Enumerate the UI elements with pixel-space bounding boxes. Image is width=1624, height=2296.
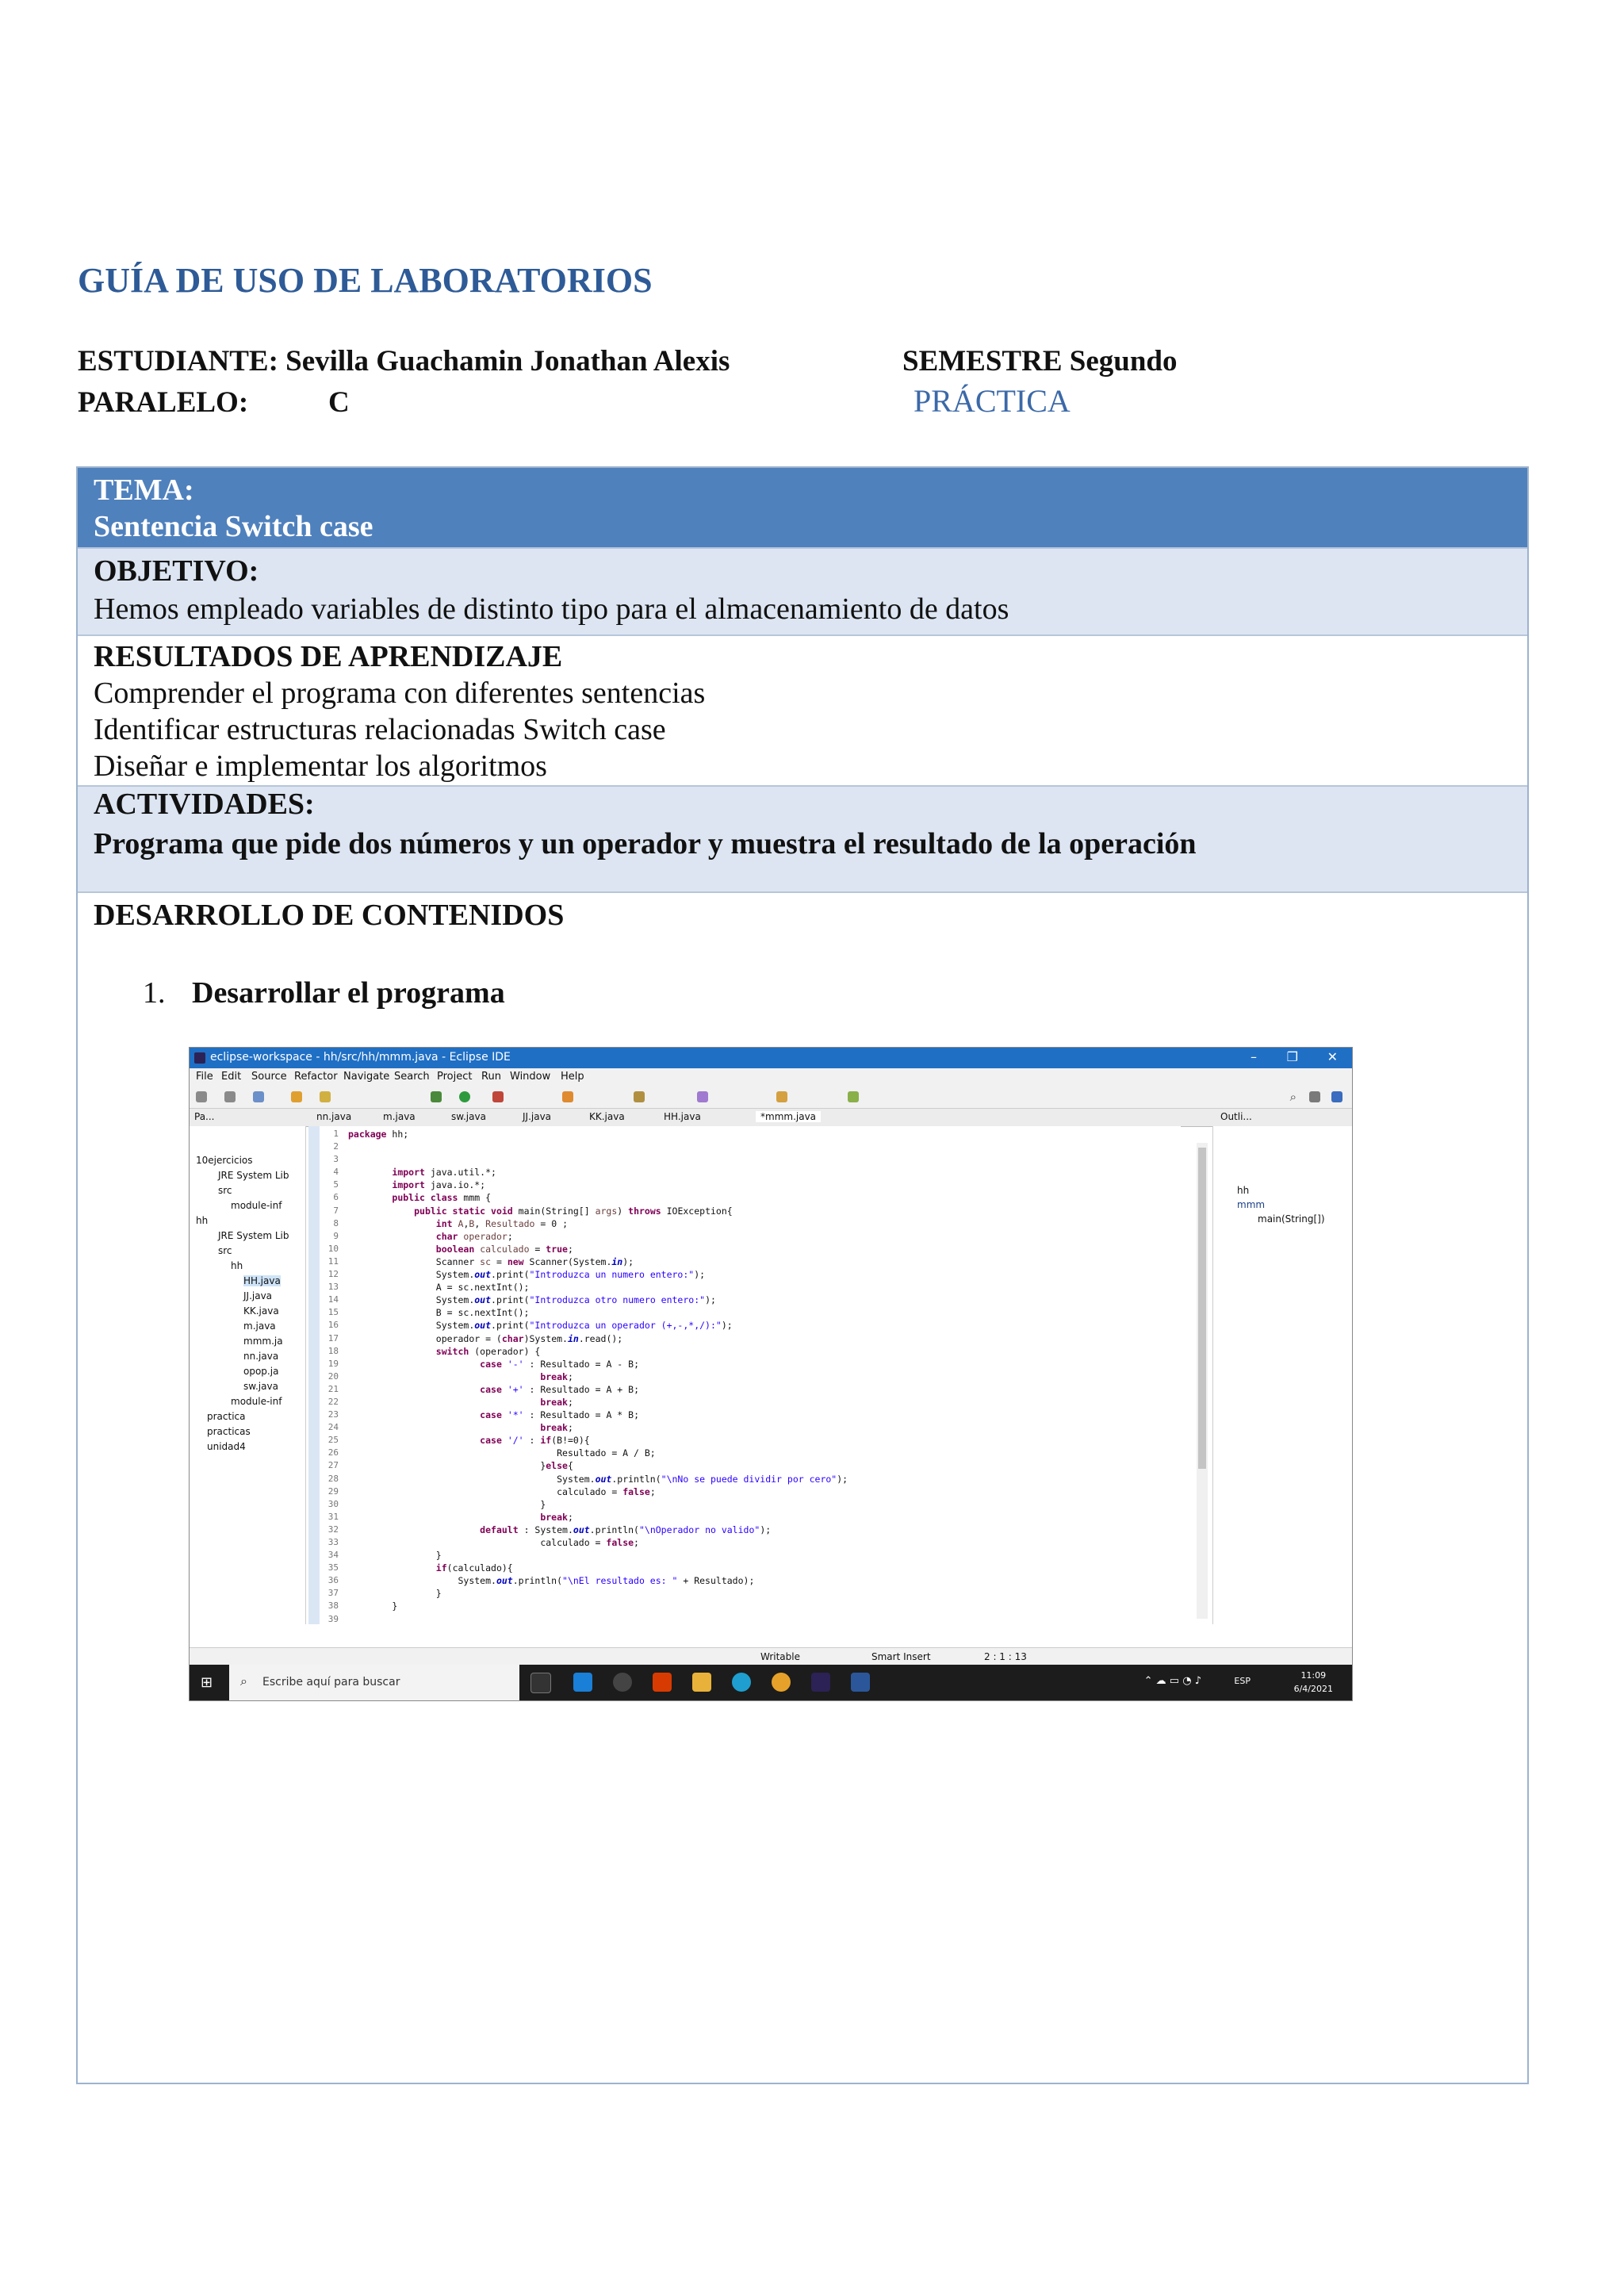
editor-scrollbar[interactable] bbox=[1197, 1143, 1208, 1619]
dell-icon[interactable] bbox=[613, 1673, 632, 1692]
status-insert-mode: Smart Insert bbox=[871, 1651, 931, 1662]
language-indicator[interactable]: ESP bbox=[1234, 1676, 1251, 1686]
toolbar bbox=[190, 1086, 1352, 1109]
tab-sw-java[interactable]: sw.java bbox=[451, 1111, 486, 1122]
system-tray-icons[interactable]: ⌃ ☁ ▭ ◔ ♪ bbox=[1143, 1675, 1201, 1687]
objetivo-row bbox=[78, 549, 1527, 636]
minimize-icon[interactable]: – bbox=[1251, 1049, 1257, 1064]
menu-search[interactable]: Search bbox=[394, 1071, 430, 1083]
eclipse-taskbar-icon[interactable] bbox=[811, 1673, 830, 1692]
search-icon: ⌕ bbox=[240, 1673, 247, 1688]
desarrollo-label: DESARROLLO DE CONTENIDOS bbox=[94, 899, 565, 932]
close-icon[interactable]: ✕ bbox=[1327, 1049, 1338, 1064]
tree-item[interactable]: src bbox=[218, 1185, 232, 1196]
window-title: eclipse-workspace - hh/src/hh/mmm.java - Eclipse IDE bbox=[210, 1051, 511, 1064]
outline-item[interactable]: hh bbox=[1237, 1185, 1250, 1196]
status-cursor-position: 2 : 1 : 13 bbox=[984, 1651, 1027, 1662]
eclipse-icon bbox=[194, 1052, 205, 1064]
package-explorer bbox=[190, 1126, 306, 1624]
menu-navigate[interactable]: Navigate bbox=[343, 1071, 390, 1083]
tree-item[interactable]: hh bbox=[196, 1215, 209, 1226]
clock[interactable] bbox=[1294, 1669, 1333, 1696]
objetivo-label: OBJETIVO: bbox=[94, 554, 259, 588]
tree-item[interactable]: m.java bbox=[243, 1320, 276, 1332]
edge-icon[interactable] bbox=[732, 1673, 751, 1692]
code-editor[interactable] bbox=[308, 1126, 1181, 1624]
scrollbar-thumb[interactable] bbox=[1198, 1148, 1206, 1469]
new-icon[interactable] bbox=[196, 1091, 207, 1102]
tree-item[interactable]: JJ.java bbox=[243, 1290, 273, 1301]
outline-panel bbox=[1212, 1126, 1353, 1624]
mark-icon[interactable] bbox=[320, 1091, 331, 1102]
parallel-label: PARALELO: bbox=[78, 386, 249, 419]
tree-item[interactable]: practica bbox=[207, 1411, 246, 1422]
taskbar-search-placeholder: Escribe aquí para buscar bbox=[262, 1676, 400, 1688]
tema-value: Sentencia Switch case bbox=[94, 510, 373, 543]
tree-item[interactable]: hh bbox=[231, 1260, 243, 1271]
tree-item[interactable]: practicas bbox=[207, 1426, 251, 1437]
pin-icon[interactable] bbox=[848, 1091, 859, 1102]
outline-item[interactable]: main(String[]) bbox=[1258, 1213, 1325, 1225]
tab-hh-java[interactable]: HH.java bbox=[664, 1111, 701, 1122]
taskbar-search[interactable] bbox=[229, 1665, 519, 1700]
tree-item[interactable]: nn.java bbox=[243, 1351, 279, 1362]
mail-icon[interactable] bbox=[573, 1673, 592, 1692]
tree-item[interactable]: opop.ja bbox=[243, 1366, 279, 1377]
maximize-icon[interactable]: ❐ bbox=[1286, 1049, 1298, 1064]
window-titlebar bbox=[190, 1048, 1352, 1068]
status-bar bbox=[190, 1647, 1352, 1665]
tree-item[interactable]: JRE System Lib bbox=[218, 1230, 289, 1241]
resultados-item: Comprender el programa con diferentes sentencias bbox=[94, 677, 706, 710]
menu-window[interactable]: Window bbox=[510, 1071, 551, 1083]
menu-edit[interactable]: Edit bbox=[221, 1071, 242, 1083]
windows-taskbar bbox=[190, 1665, 1352, 1700]
tree-item[interactable]: src bbox=[218, 1245, 232, 1256]
parallel-value: C bbox=[328, 386, 350, 419]
tab-nn-java[interactable]: nn.java bbox=[316, 1111, 352, 1122]
external-tools-icon[interactable] bbox=[492, 1091, 504, 1102]
tab-mmm-java[interactable]: *mmm.java bbox=[756, 1111, 821, 1122]
perspective-icon[interactable] bbox=[1309, 1091, 1320, 1102]
clock-time: 11:09 bbox=[1300, 1670, 1327, 1681]
menu-refactor[interactable]: Refactor bbox=[294, 1071, 338, 1083]
semester-label: SEMESTRE Segundo bbox=[902, 345, 1178, 378]
document-title: GUÍA DE USO DE LABORATORIOS bbox=[78, 261, 653, 300]
tree-item[interactable]: sw.java bbox=[243, 1381, 278, 1392]
toggle-icon[interactable] bbox=[291, 1091, 302, 1102]
tab-m-java[interactable]: m.java bbox=[383, 1111, 416, 1122]
resultados-label: RESULTADOS DE APRENDIZAJE bbox=[94, 640, 563, 673]
tree-item[interactable]: JRE System Lib bbox=[218, 1170, 289, 1181]
step-number: 1. bbox=[143, 976, 166, 1010]
save-icon[interactable] bbox=[224, 1091, 236, 1102]
editor-tabs bbox=[190, 1109, 1352, 1127]
search-icon[interactable]: ⌕ bbox=[1289, 1090, 1297, 1104]
tree-item[interactable]: 10ejercicios bbox=[196, 1155, 253, 1166]
clock-date: 6/4/2021 bbox=[1293, 1684, 1333, 1694]
eclipse-screenshot bbox=[189, 1047, 1353, 1701]
menu-source[interactable]: Source bbox=[251, 1071, 287, 1083]
resultados-item: Diseñar e implementar los algoritmos bbox=[94, 749, 547, 783]
java-source-code[interactable]: package hh; import java.util.*; import java.io.*; public class mmm { public static void main(String[] args) throws IOException{ int A,B, Resultado = 0 ; char operador; boolean calculado = true; Scanner sc = new Scanner(System.in); System.out.print("Introduzca un numero entero:"); A = sc.nextInt(); System.out.print("Introduzca otro numero entero:"); B = sc.nextInt(); System.out.print("Introduzca un operador (+,-,*,/):"); operador = (char)System.in.read(); switch (operador) { case '-' : Resultado = A - B; break; case '+' : Resultado = A + B; break; case '*' : Resultado = A * B; break; case '/' : if(B!=0){ Resultado = A / B; }else{ System.out.println("\nNo se puede dividir por cero"); calculado = false; } break; default : System.out.println("\nOperador no valido"); calculado = false; } if(calculado){ System.out.println("\nEl resultado es: " + Resultado); } } bbox=[348, 1129, 848, 1612]
menu-file[interactable]: File bbox=[196, 1071, 213, 1083]
chrome-icon[interactable] bbox=[772, 1673, 791, 1692]
run-icon[interactable] bbox=[459, 1091, 470, 1102]
resultados-row bbox=[78, 636, 1527, 787]
outline-item[interactable]: mmm bbox=[1237, 1199, 1266, 1210]
actividades-label: ACTIVIDADES: bbox=[94, 788, 315, 821]
file-explorer-icon[interactable] bbox=[692, 1673, 711, 1692]
line-numbers: 1 2 3 4 5 6 7 8 9 10 11 12 13 14 15 16 17 18 19 20 21 22 23 24 25 26 27 28 29 30 31 32 33 34 35 36 37 38 39 bbox=[327, 1129, 339, 1624]
menu-bar bbox=[190, 1068, 1352, 1086]
windows-start-icon[interactable]: ⊞ bbox=[201, 1674, 213, 1691]
open-type-icon[interactable] bbox=[634, 1091, 645, 1102]
tema-label: TEMA: bbox=[94, 473, 194, 507]
tree-item[interactable]: mmm.ja bbox=[243, 1336, 283, 1347]
menu-help[interactable]: Help bbox=[561, 1071, 584, 1083]
step-text: Desarrollar el programa bbox=[192, 976, 505, 1010]
next-annotation-icon[interactable] bbox=[697, 1091, 708, 1102]
menu-run[interactable]: Run bbox=[481, 1071, 501, 1083]
tree-item-selected[interactable]: HH.java bbox=[243, 1275, 281, 1286]
practice-label: PRÁCTICA bbox=[914, 383, 1071, 419]
objetivo-value: Hemos empleado variables de distinto tipo para el almacenamiento de datos bbox=[94, 592, 1009, 626]
actividades-value: Programa que pide dos números y un operador y muestra el resultado de la operación bbox=[94, 827, 1197, 861]
tree-item[interactable]: module-inf bbox=[231, 1200, 282, 1211]
java-perspective-icon[interactable] bbox=[1331, 1091, 1342, 1102]
debug-icon[interactable] bbox=[431, 1091, 442, 1102]
tab-kk-java[interactable]: KK.java bbox=[589, 1111, 625, 1122]
editor-gutter bbox=[308, 1126, 320, 1624]
word-icon[interactable] bbox=[851, 1673, 870, 1692]
tab-jj-java[interactable]: JJ.java bbox=[523, 1111, 552, 1122]
tree-item[interactable]: module-inf bbox=[231, 1396, 282, 1407]
tema-row bbox=[78, 468, 1527, 549]
status-writable: Writable bbox=[760, 1651, 800, 1662]
tree-item[interactable]: KK.java bbox=[243, 1305, 279, 1317]
menu-project[interactable]: Project bbox=[437, 1071, 473, 1083]
task-view-icon[interactable] bbox=[530, 1673, 551, 1693]
tree-item[interactable]: unidad4 bbox=[207, 1441, 246, 1452]
resultados-item: Identificar estructuras relacionadas Switch case bbox=[94, 713, 666, 746]
student-label: ESTUDIANTE: Sevilla Guachamin Jonathan Alexis bbox=[78, 345, 730, 378]
print-icon[interactable] bbox=[253, 1091, 264, 1102]
back-icon[interactable] bbox=[776, 1091, 787, 1102]
actividades-row bbox=[78, 787, 1527, 893]
office-icon[interactable] bbox=[653, 1673, 672, 1692]
package-explorer-tab[interactable]: Pa... bbox=[194, 1111, 215, 1122]
outline-tab[interactable]: Outli... bbox=[1220, 1111, 1252, 1122]
new-class-icon[interactable] bbox=[562, 1091, 573, 1102]
